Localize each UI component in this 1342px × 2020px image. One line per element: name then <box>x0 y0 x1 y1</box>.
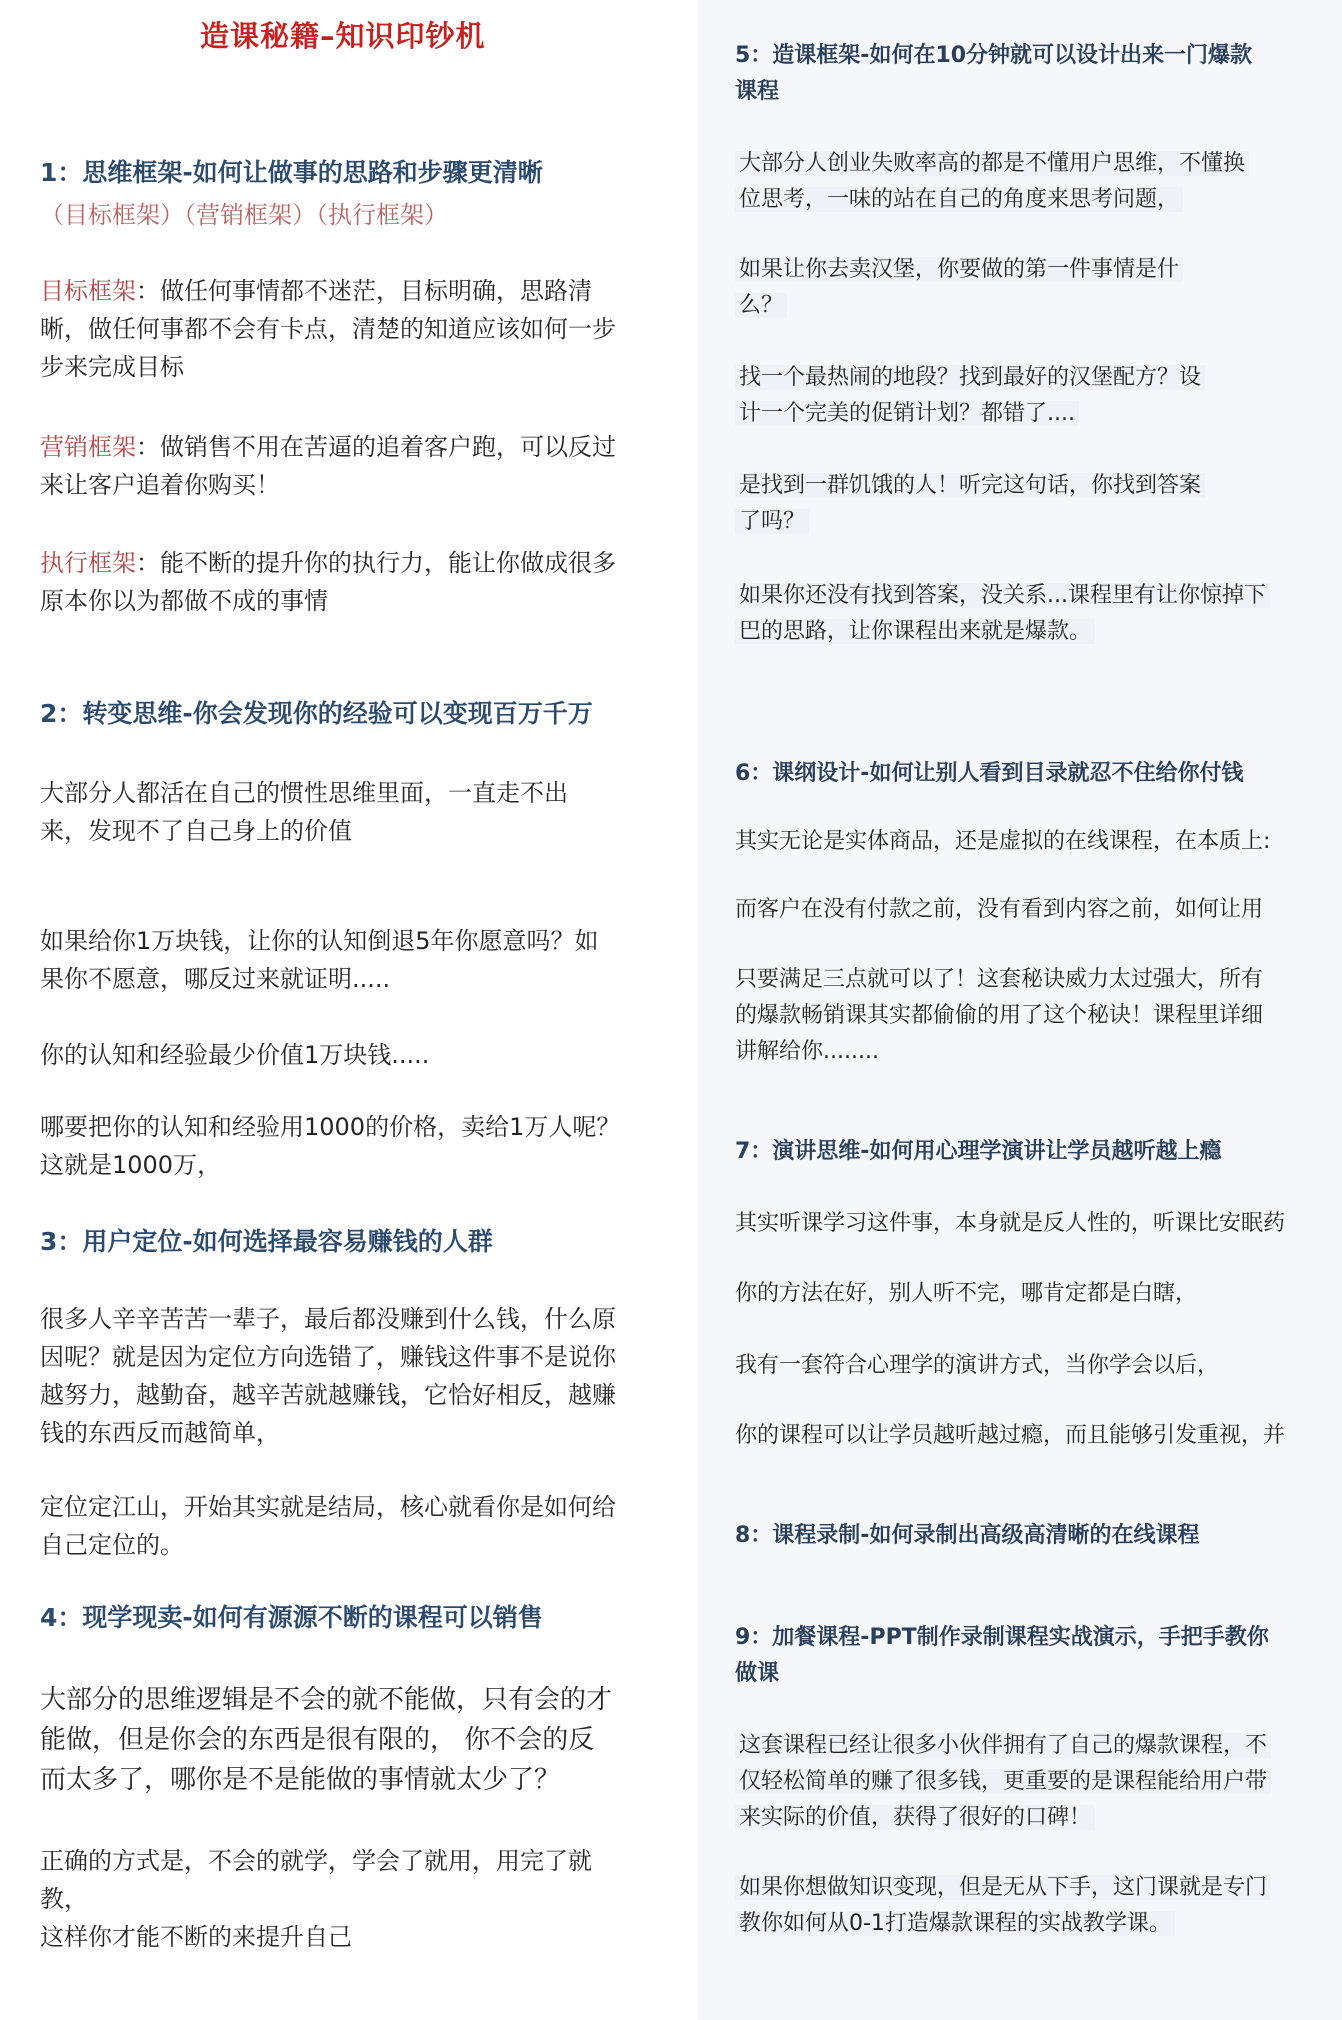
section-5-para5-line1 <box>735 578 1270 614</box>
section-6-heading: 6：课纲设计-如何让别人看到目录就忍不住给你付钱 <box>735 761 1244 786</box>
section-3-para2-line2: 自己定位的。 <box>40 1531 184 1559</box>
section-9-para1-line1 <box>735 1728 1271 1764</box>
section-4-para2-line1: 正确的方式是，不会的就学，学会了就用，用完了就 <box>40 1847 592 1875</box>
section-5-para2-line2 <box>735 288 787 324</box>
section-2-para3: 你的认知和经验最少价值1万块钱..... <box>40 1041 430 1069</box>
section-4-para2-line3: 这样你才能不断的来提升自己 <box>40 1923 352 1951</box>
section-6-para3-line2: 的爆款畅销课其实都偷偷的用了这个秘诀！课程里详细 <box>735 1003 1264 1028</box>
section-6-para3-line3: 讲解给你........ <box>735 1039 879 1064</box>
marketing-framework-text: ：做销售不用在苦逼的追着客户跑，可以反过 <box>136 433 616 461</box>
section-7-para1: 其实听课学习这件事，本身就是反人性的，听课比安眠药 <box>735 1211 1286 1236</box>
marketing-framework-line1 <box>40 428 616 466</box>
section-3-para1-line3: 越努力，越勤奋，越辛苦就越赚钱，它恰好相反，越赚 <box>40 1381 616 1409</box>
section-5-para5-line1-text: 如果你还没有找到答案，没关系...课程里有让你惊掉下 <box>735 583 1270 608</box>
section-7-para2: 你的方法在好，别人听不完，哪肯定都是白瞎， <box>735 1281 1198 1306</box>
execution-framework-label: 执行框架 <box>40 549 136 577</box>
section-5-para3-line1-text: 找一个最热闹的地段？找到最好的汉堡配方？设 <box>735 365 1205 390</box>
section-2-heading: 2：转变思维-你会发现你的经验可以变现百万千万 <box>40 699 593 728</box>
section-5-para4-line1 <box>735 468 1205 504</box>
goal-framework-line2: 晰，做任何事都不会有卡点，清楚的知道应该如何一步 <box>40 315 616 343</box>
section-2-para1-line2: 来，发现不了自己身上的价值 <box>40 817 352 845</box>
section-7-para4: 你的课程可以让学员越听越过瘾，而且能够引发重视，并 <box>735 1423 1286 1448</box>
section-1-tags: （目标框架）（营销框架）（执行框架） <box>40 201 448 229</box>
section-5-para4-line1-text: 是找到一群饥饿的人！听完这句话，你找到答案 <box>735 473 1205 498</box>
section-9-para1-line2 <box>735 1764 1271 1800</box>
column-divider <box>680 0 698 2020</box>
section-5-para5-line2-text: 巴的思路，让你课程出来就是爆款。 <box>735 619 1095 644</box>
section-9-para1-line3-text: 来实际的价值，获得了很好的口碑！ <box>735 1805 1095 1830</box>
section-5-para2-line1 <box>735 252 1183 288</box>
section-5-para4-line2-text: 了吗？ <box>735 509 809 534</box>
section-5-para2-line2-text: 么？ <box>735 293 787 318</box>
section-5-para1-line2-text: 位思考，一味的站在自己的角度来思考问题， <box>735 187 1183 212</box>
section-9-heading-line2: 做课 <box>735 1661 780 1686</box>
section-5-para3-line1 <box>735 360 1205 396</box>
section-3-heading: 3：用户定位-如何选择最容易赚钱的人群 <box>40 1227 493 1256</box>
marketing-framework-label: 营销框架 <box>40 433 136 461</box>
section-5-para1-line1-text: 大部分人创业失败率高的都是不懂用户思维，不懂换 <box>735 151 1249 176</box>
section-6-para2: 而客户在没有付款之前，没有看到内容之前，如何让用 <box>735 897 1264 922</box>
section-2-para2-line2: 果你不愿意，哪反过来就证明..... <box>40 965 391 993</box>
goal-framework-label: 目标框架 <box>40 277 136 305</box>
execution-framework-line2: 原本你以为都做不成的事情 <box>40 587 328 615</box>
section-9-para2-line1 <box>735 1870 1271 1906</box>
section-4-para2-line2: 教， <box>40 1885 88 1913</box>
section-5-para4-line2 <box>735 504 809 540</box>
section-9-para2-line2 <box>735 1906 1175 1942</box>
section-5-para3-line2 <box>735 396 1079 432</box>
section-7-para3: 我有一套符合心理学的演讲方式，当你学会以后， <box>735 1353 1220 1378</box>
section-4-para1-line2: 能做，但是你会的东西是很有限的， 你不会的反 <box>40 1725 595 1755</box>
section-5-para1-line2 <box>735 182 1183 218</box>
section-5-para5-line2 <box>735 614 1095 650</box>
section-5-heading-line2: 课程 <box>735 79 780 104</box>
section-9-heading-line1: 9：加餐课程-PPT制作录制课程实战演示，手把手教你 <box>735 1625 1269 1650</box>
section-2-para4-line2: 这就是1000万， <box>40 1151 222 1179</box>
execution-framework-text: ：能不断的提升你的执行力，能让你做成很多 <box>136 549 616 577</box>
section-4-para1-line1: 大部分的思维逻辑是不会的就不能做，只有会的才 <box>40 1685 613 1715</box>
section-2-para1-line1: 大部分人都活在自己的惯性思维里面，一直走不出 <box>40 779 568 807</box>
section-1-heading: 1：思维框架-如何让做事的思路和步骤更清晰 <box>40 158 543 187</box>
section-5-para3-line2-text: 计一个完美的促销计划？都错了.... <box>735 401 1079 426</box>
section-9-para2-line2-text: 教你如何从0-1打造爆款课程的实战教学课。 <box>735 1911 1175 1936</box>
goal-framework-text: ：做任何事情都不迷茫，目标明确，思路清 <box>136 277 592 305</box>
section-4-para1-line3: 而太多了，哪你是不是能做的事情就太少了？ <box>40 1765 561 1795</box>
section-2-para2-line1: 如果给你1万块钱，让你的认知倒退5年你愿意吗？如 <box>40 927 599 955</box>
section-3-para1-line1: 很多人辛辛苦苦一辈子，最后都没赚到什么钱，什么原 <box>40 1305 616 1333</box>
section-9-para1-line2-text: 仅轻松简单的赚了很多钱，更重要的是课程能给用户带 <box>735 1769 1271 1794</box>
section-8-heading: 8：课程录制-如何录制出高级高清晰的在线课程 <box>735 1523 1200 1548</box>
section-5-para2-line1-text: 如果让你去卖汉堡，你要做的第一件事情是什 <box>735 257 1183 282</box>
section-5-para1-line1 <box>735 146 1249 182</box>
section-9-para1-line1-text: 这套课程已经让很多小伙伴拥有了自己的爆款课程，不 <box>735 1733 1271 1758</box>
section-9-para2-line1-text: 如果你想做知识变现，但是无从下手，这门课就是专门 <box>735 1875 1271 1900</box>
section-4-heading: 4：现学现卖-如何有源源不断的课程可以销售 <box>40 1603 543 1632</box>
section-5-heading-line1: 5：造课框架-如何在10分钟就可以设计出来一门爆款 <box>735 43 1253 68</box>
goal-framework-line1 <box>40 272 592 310</box>
section-2-para4-line1: 哪要把你的认知和经验用1000的价格，卖给1万人呢？ <box>40 1113 621 1141</box>
section-9-para1-line3 <box>735 1800 1095 1836</box>
marketing-framework-line2: 来让客户追着你购买！ <box>40 471 280 499</box>
section-3-para1-line2: 因呢？就是因为定位方向选错了，赚钱这件事不是说你 <box>40 1343 616 1371</box>
section-7-heading: 7：演讲思维-如何用心理学演讲让学员越听越上瘾 <box>735 1139 1222 1164</box>
execution-framework-line1 <box>40 544 616 582</box>
page-title: 造课秘籍–知识印钞机 <box>200 19 486 53</box>
goal-framework-line3: 步来完成目标 <box>40 353 184 381</box>
section-3-para1-line4: 钱的东西反而越简单， <box>40 1419 280 1447</box>
section-6-para1: 其实无论是实体商品，还是虚拟的在线课程，在本质上: <box>735 829 1271 854</box>
section-3-para2-line1: 定位定江山，开始其实就是结局，核心就看你是如何给 <box>40 1493 616 1521</box>
section-6-para3-line1: 只要满足三点就可以了！这套秘诀威力太过强大，所有 <box>735 967 1264 992</box>
